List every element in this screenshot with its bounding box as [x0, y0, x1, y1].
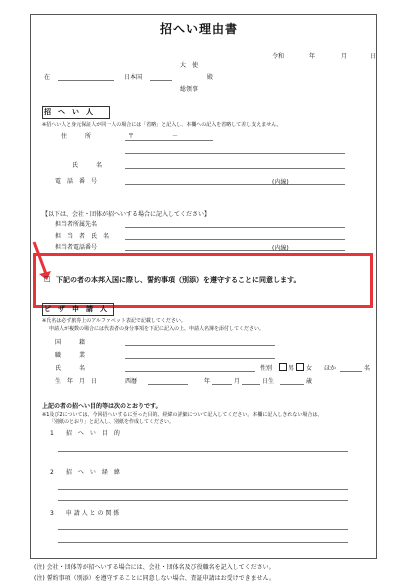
purpose-item3: 3 申 請 人 と の 関 係 — [50, 510, 120, 517]
inviter-note: ※招へい人と身元保証人が同一人の場合には「省略」と記入し、本欄への記入を省略して差し支えません。 — [42, 122, 282, 128]
consul-label: 総領事 — [180, 86, 199, 93]
nationality-label: 国 籍 — [55, 339, 86, 346]
others-suffix: 名 — [364, 365, 371, 372]
others-count-line[interactable] — [340, 371, 362, 372]
ambassador-label: 大 使 — [180, 62, 199, 69]
company-dept-line[interactable] — [125, 227, 345, 228]
inviter-header: 招 へ い 人 — [44, 108, 93, 116]
postal-code-line[interactable] — [125, 140, 213, 141]
pledge-text: 下記の者の本邦入国に際し、誓約事項（別添）を遵守することに同意します。 — [56, 276, 301, 284]
female-label: 女 — [306, 365, 313, 372]
footer-note2: (注) 誓約事項（別添）を遵守することに同意しない場合、査証申請はお受けできません。 — [34, 575, 275, 582]
dob-month-label: 月 — [234, 378, 241, 385]
date-era: 令和 — [272, 53, 285, 60]
postal-mark: 〒 — [128, 133, 135, 140]
purpose-header: 上記の者の招へい目的等は次のとおりです。 — [42, 403, 162, 410]
company-ext-label: (内線) — [272, 245, 289, 252]
sex-label: 性別 — [260, 365, 273, 372]
footer-note1: (注) 会社・団体等が招へいする場合には、会社・団体名及び役職名を記入してください。 — [34, 564, 275, 571]
addressee-prefix: 在 — [44, 74, 51, 81]
purpose-line-1a[interactable] — [58, 451, 348, 452]
purpose-line-3a[interactable] — [58, 529, 348, 530]
company-header: 【以下は、会社・団体が招へいする場合に記入してください】 — [42, 211, 211, 218]
purpose-line-2a[interactable] — [58, 489, 348, 490]
dob-year-line[interactable] — [148, 384, 188, 385]
arrow-icon — [28, 240, 58, 280]
applicant-note2: 申請人が複数の場合には代表者の身分事項を下記に記入の上、申請人名簿を添付してください。 — [49, 326, 265, 332]
dob-label: 生 年 月 日 — [55, 378, 98, 385]
dob-day-label: 日生 — [262, 378, 275, 385]
pledge-checkbox[interactable]: □ — [44, 275, 51, 283]
nationality-line[interactable] — [125, 345, 275, 346]
purpose-line-2b[interactable] — [58, 500, 348, 501]
postal-dash: － — [172, 133, 179, 140]
address-line[interactable] — [125, 153, 345, 154]
inviter-phone-line[interactable] — [125, 184, 345, 185]
country-label: 日本国 — [124, 74, 143, 81]
male-label: 男 — [288, 365, 295, 372]
western-era-label: 西暦 — [125, 378, 138, 385]
purpose-item2: 2 招 へ い 経 緯 — [50, 469, 120, 476]
applicant-name-label: 氏 名 — [55, 365, 86, 372]
company-person-line[interactable] — [125, 239, 345, 240]
post-field-line[interactable] — [150, 80, 172, 81]
company-phone-line[interactable] — [125, 250, 345, 251]
country-field-line[interactable] — [58, 80, 114, 81]
inviter-phone-label: 電 話 番 号 — [55, 178, 98, 185]
company-phone-label: 担当者電話番号 — [55, 244, 98, 251]
inviter-ext-label: (内線) — [272, 179, 289, 186]
applicant-name-line[interactable] — [125, 371, 255, 372]
dob-day-line[interactable] — [242, 384, 260, 385]
dob-year-label: 年 — [204, 378, 211, 385]
inviter-address-label: 住 所 — [61, 133, 92, 140]
company-person-label: 担 当 者 氏 名 — [55, 233, 110, 240]
purpose-line-3b[interactable] — [58, 542, 348, 543]
document-title: 招へい理由書 — [160, 22, 239, 36]
inviter-name-line[interactable] — [125, 168, 345, 169]
female-checkbox[interactable] — [296, 363, 304, 371]
purpose-note2: 「別紙のとおり」と記入し、別紙を作成してください。 — [49, 419, 175, 425]
purpose-note1: ※1及び2については、今回招へいするに至った目的、経緯の詳細について記入してください。本欄に記入しきれない場合は、 — [42, 412, 323, 418]
age-label: 歳 — [306, 378, 313, 385]
others-prefix: ほか — [324, 365, 337, 372]
male-checkbox[interactable] — [279, 363, 287, 371]
date-month: 月 — [341, 53, 348, 60]
purpose-item1: 1 招 へ い 目 的 — [50, 430, 120, 437]
date-year: 年 — [309, 53, 316, 60]
age-line[interactable] — [280, 384, 304, 385]
company-dept-label: 担当者所属先名 — [55, 221, 98, 228]
date-day: 日 — [370, 53, 377, 60]
applicant-note1: ※氏名は必ず旅券上のアルファベット表記で記載してください。 — [42, 318, 186, 324]
occupation-line[interactable] — [125, 358, 275, 359]
inviter-name-label: 氏 名 — [72, 162, 103, 169]
applicant-header: ビ ザ 申 請 人 — [44, 305, 107, 313]
occupation-label: 職 業 — [55, 352, 86, 359]
dob-month-line[interactable] — [212, 384, 232, 385]
dono-label: 殿 — [207, 74, 214, 81]
